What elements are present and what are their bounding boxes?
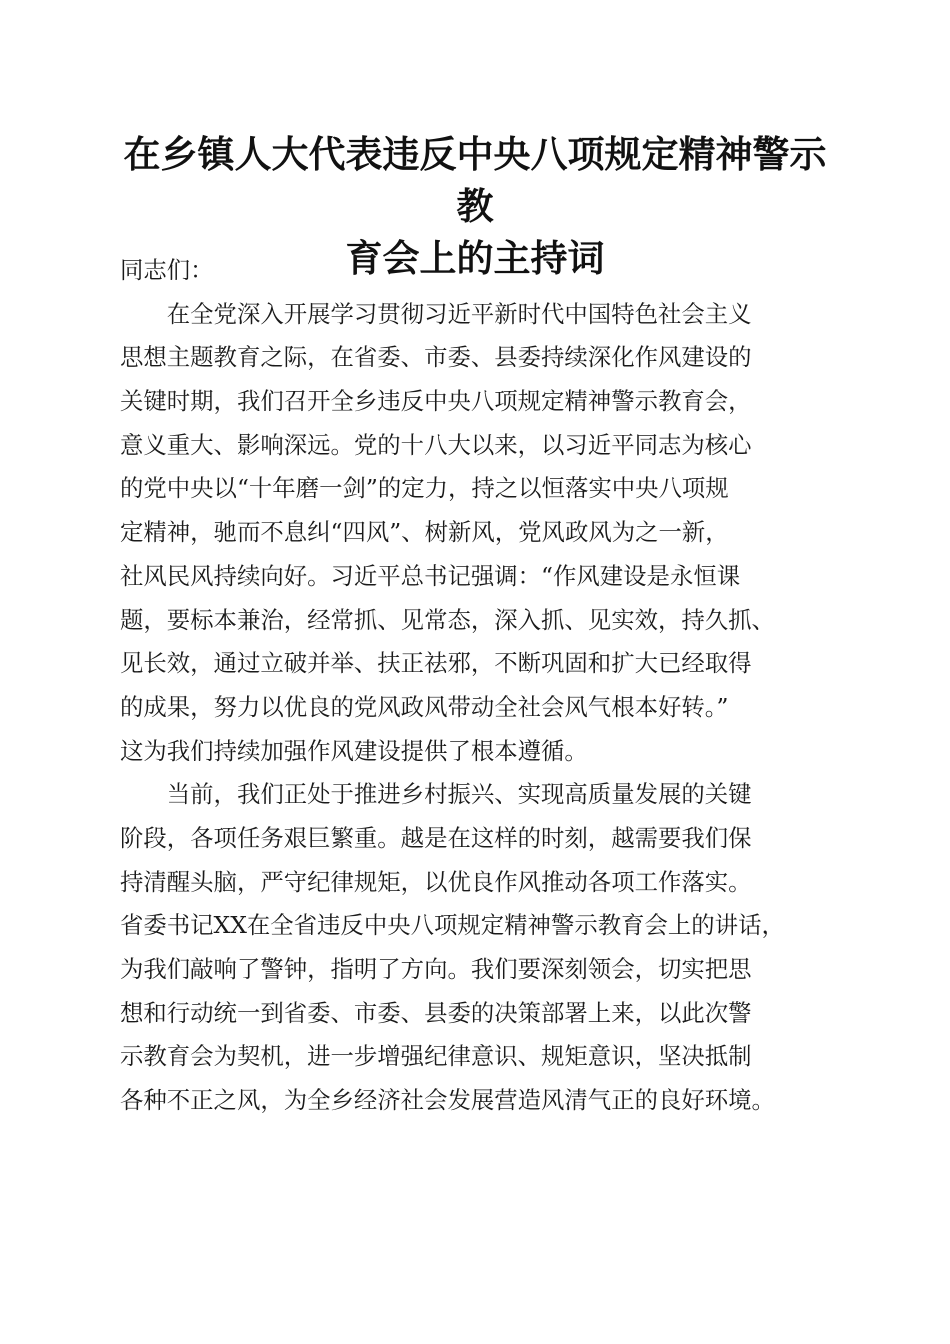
paragraph-line: 持清醒头脑，严守纪律规矩，以优良作风推动各项工作落实。 (120, 867, 752, 896)
paragraph-line: 这为我们持续加强作风建设提供了根本遵循。 (120, 736, 588, 765)
paragraph-2 (120, 773, 832, 1123)
paragraph-line: 的党中央以“十年磨一剑”的定力，持之以恒落实中央八项规 (120, 474, 729, 503)
paragraph-line: 社风民风持续向好。习近平总书记强调：“作风建设是永恒课 (120, 561, 741, 590)
document-body (120, 249, 832, 1123)
paragraph-line: 关键时期，我们召开全乡违反中央八项规定精神警示教育会， (120, 387, 752, 416)
paragraph-line: 省委书记XX在全省违反中央八项规定精神警示教育会上的讲话， (120, 911, 785, 940)
greeting: 同志们： (120, 256, 214, 284)
paragraph-line: 示教育会为契机，进一步增强纪律意识、规矩意识，坚决抵制 (120, 1042, 752, 1071)
paragraph-line: 见长效，通过立破并举、扶正祛邪，不断巩固和扩大已经取得 (120, 649, 752, 678)
title-line-2: 育会上的主持词 (345, 236, 605, 280)
paragraph-line: 当前，我们正处于推进乡村振兴、实现高质量发展的关键 (120, 780, 752, 809)
paragraph-1 (120, 293, 832, 774)
paragraph-line: 阶段，各项任务艰巨繁重。越是在这样的时刻，越需要我们保 (120, 823, 752, 852)
paragraph-line: 想和行动统一到省委、市委、县委的决策部署上来，以此次警 (120, 998, 752, 1027)
paragraph-line: 题，要标本兼治，经常抓、见常态，深入抓、见实效，持久抓、 (120, 605, 775, 634)
paragraph-line: 为我们敲响了警钟，指明了方向。我们要深刻领会，切实把思 (120, 955, 752, 983)
title-line-1: 在乡镇人大代表违反中央八项规定精神警示教 (123, 132, 827, 228)
paragraph-line: 的成果，努力以优良的党风政风带动全社会风气根本好转。” (120, 692, 729, 721)
paragraph-line: 定精神，驰而不息纠“四风”、树新风，党风政风为之一新， (120, 518, 729, 547)
paragraph-line: 各种不正之风，为全乡经济社会发展营造风清气正的良好环境。 (120, 1086, 775, 1115)
paragraph-line: 意义重大、影响深远。党的十八大以来，以习近平同志为核心 (120, 430, 752, 459)
paragraph-line: 思想主题教育之际，在省委、市委、县委持续深化作风建设的 (120, 343, 752, 372)
paragraph-line: 在全党深入开展学习贯彻习近平新时代中国特色社会主义 (120, 299, 752, 328)
